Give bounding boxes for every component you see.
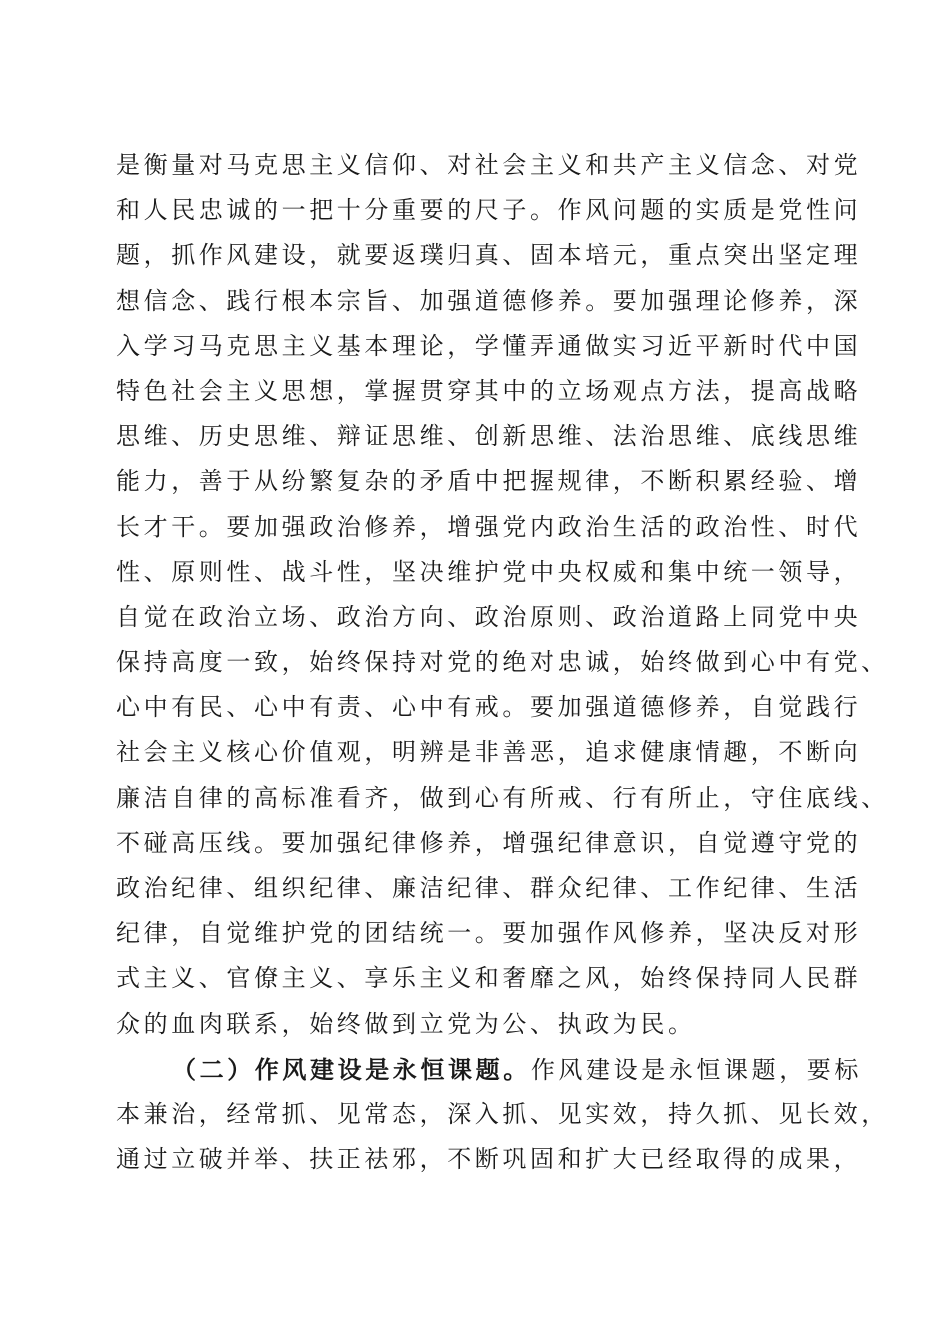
- text-line: 自觉在政治立场、政治方向、政治原则、政治道路上同党中央: [116, 602, 862, 631]
- text-line: 特色社会主义思想，掌握贯穿其中的立场观点方法，提高战略: [116, 376, 862, 405]
- text-line: 题，抓作风建设，就要返璞归真、固本培元，重点突出坚定理: [116, 241, 862, 270]
- paragraph-2: [116, 1047, 889, 1183]
- text-line: 入学习马克思主义基本理论，学懂弄通做实习近平新时代中国: [116, 331, 862, 360]
- text-line: 保持高度一致，始终保持对党的绝对忠诚，始终做到心中有党、: [116, 648, 889, 677]
- text-line: 能力，善于从纷繁复杂的矛盾中把握规律，不断积累经验、增: [116, 467, 862, 496]
- text-line: 心中有民、心中有责、心中有戒。要加强道德修养，自觉践行: [116, 693, 862, 722]
- text-line: 和人民忠诚的一把十分重要的尺子。作风问题的实质是党性问: [116, 196, 862, 225]
- text-line: 众的血肉联系，始终做到立党为公、执政为民。: [116, 1009, 696, 1038]
- text-line: 长才干。要加强政治修养，增强党内政治生活的政治性、时代: [116, 512, 862, 541]
- heading-followup-text: 作风建设是永恒课题，要标: [530, 1055, 863, 1084]
- text-line: 是衡量对马克思主义信仰、对社会主义和共产主义信念、对党: [116, 151, 862, 179]
- text-line: 本兼治，经常抓、见常态，深入抓、见实效，持久抓、见长效，: [116, 1099, 889, 1128]
- text-line: 通过立破并举、扶正祛邪，不断巩固和扩大已经取得的成果，: [116, 1145, 862, 1174]
- text-line: 式主义、官僚主义、享乐主义和奢靡之风，始终保持同人民群: [116, 964, 862, 993]
- section-heading: （二）作风建设是永恒课题。: [172, 1054, 531, 1084]
- text-line: 想信念、践行根本宗旨、加强道德修养。要加强理论修养，深: [116, 286, 862, 315]
- body-text: [116, 143, 889, 1182]
- text-line: 政治纪律、组织纪律、廉洁纪律、群众纪律、工作纪律、生活: [116, 874, 862, 902]
- text-line: 社会主义核心价值观，明辨是非善恶，追求健康情趣，不断向: [116, 738, 862, 767]
- paragraph-2-first-line: [116, 1047, 863, 1092]
- paragraph-1: [116, 143, 889, 1047]
- text-line: 廉洁自律的高标准看齐，做到心有所戒、行有所止，守住底线、: [116, 783, 889, 812]
- text-line: 性、原则性、战斗性，坚决维护党中央权威和集中统一领导，: [116, 557, 862, 586]
- text-line: 纪律，自觉维护党的团结统一。要加强作风修养，坚决反对形: [116, 919, 862, 948]
- text-line: 思维、历史思维、辩证思维、创新思维、法治思维、底线思维: [116, 422, 862, 451]
- text-line: 不碰高压线。要加强纪律修养，增强纪律意识，自觉遵守党的: [116, 828, 862, 857]
